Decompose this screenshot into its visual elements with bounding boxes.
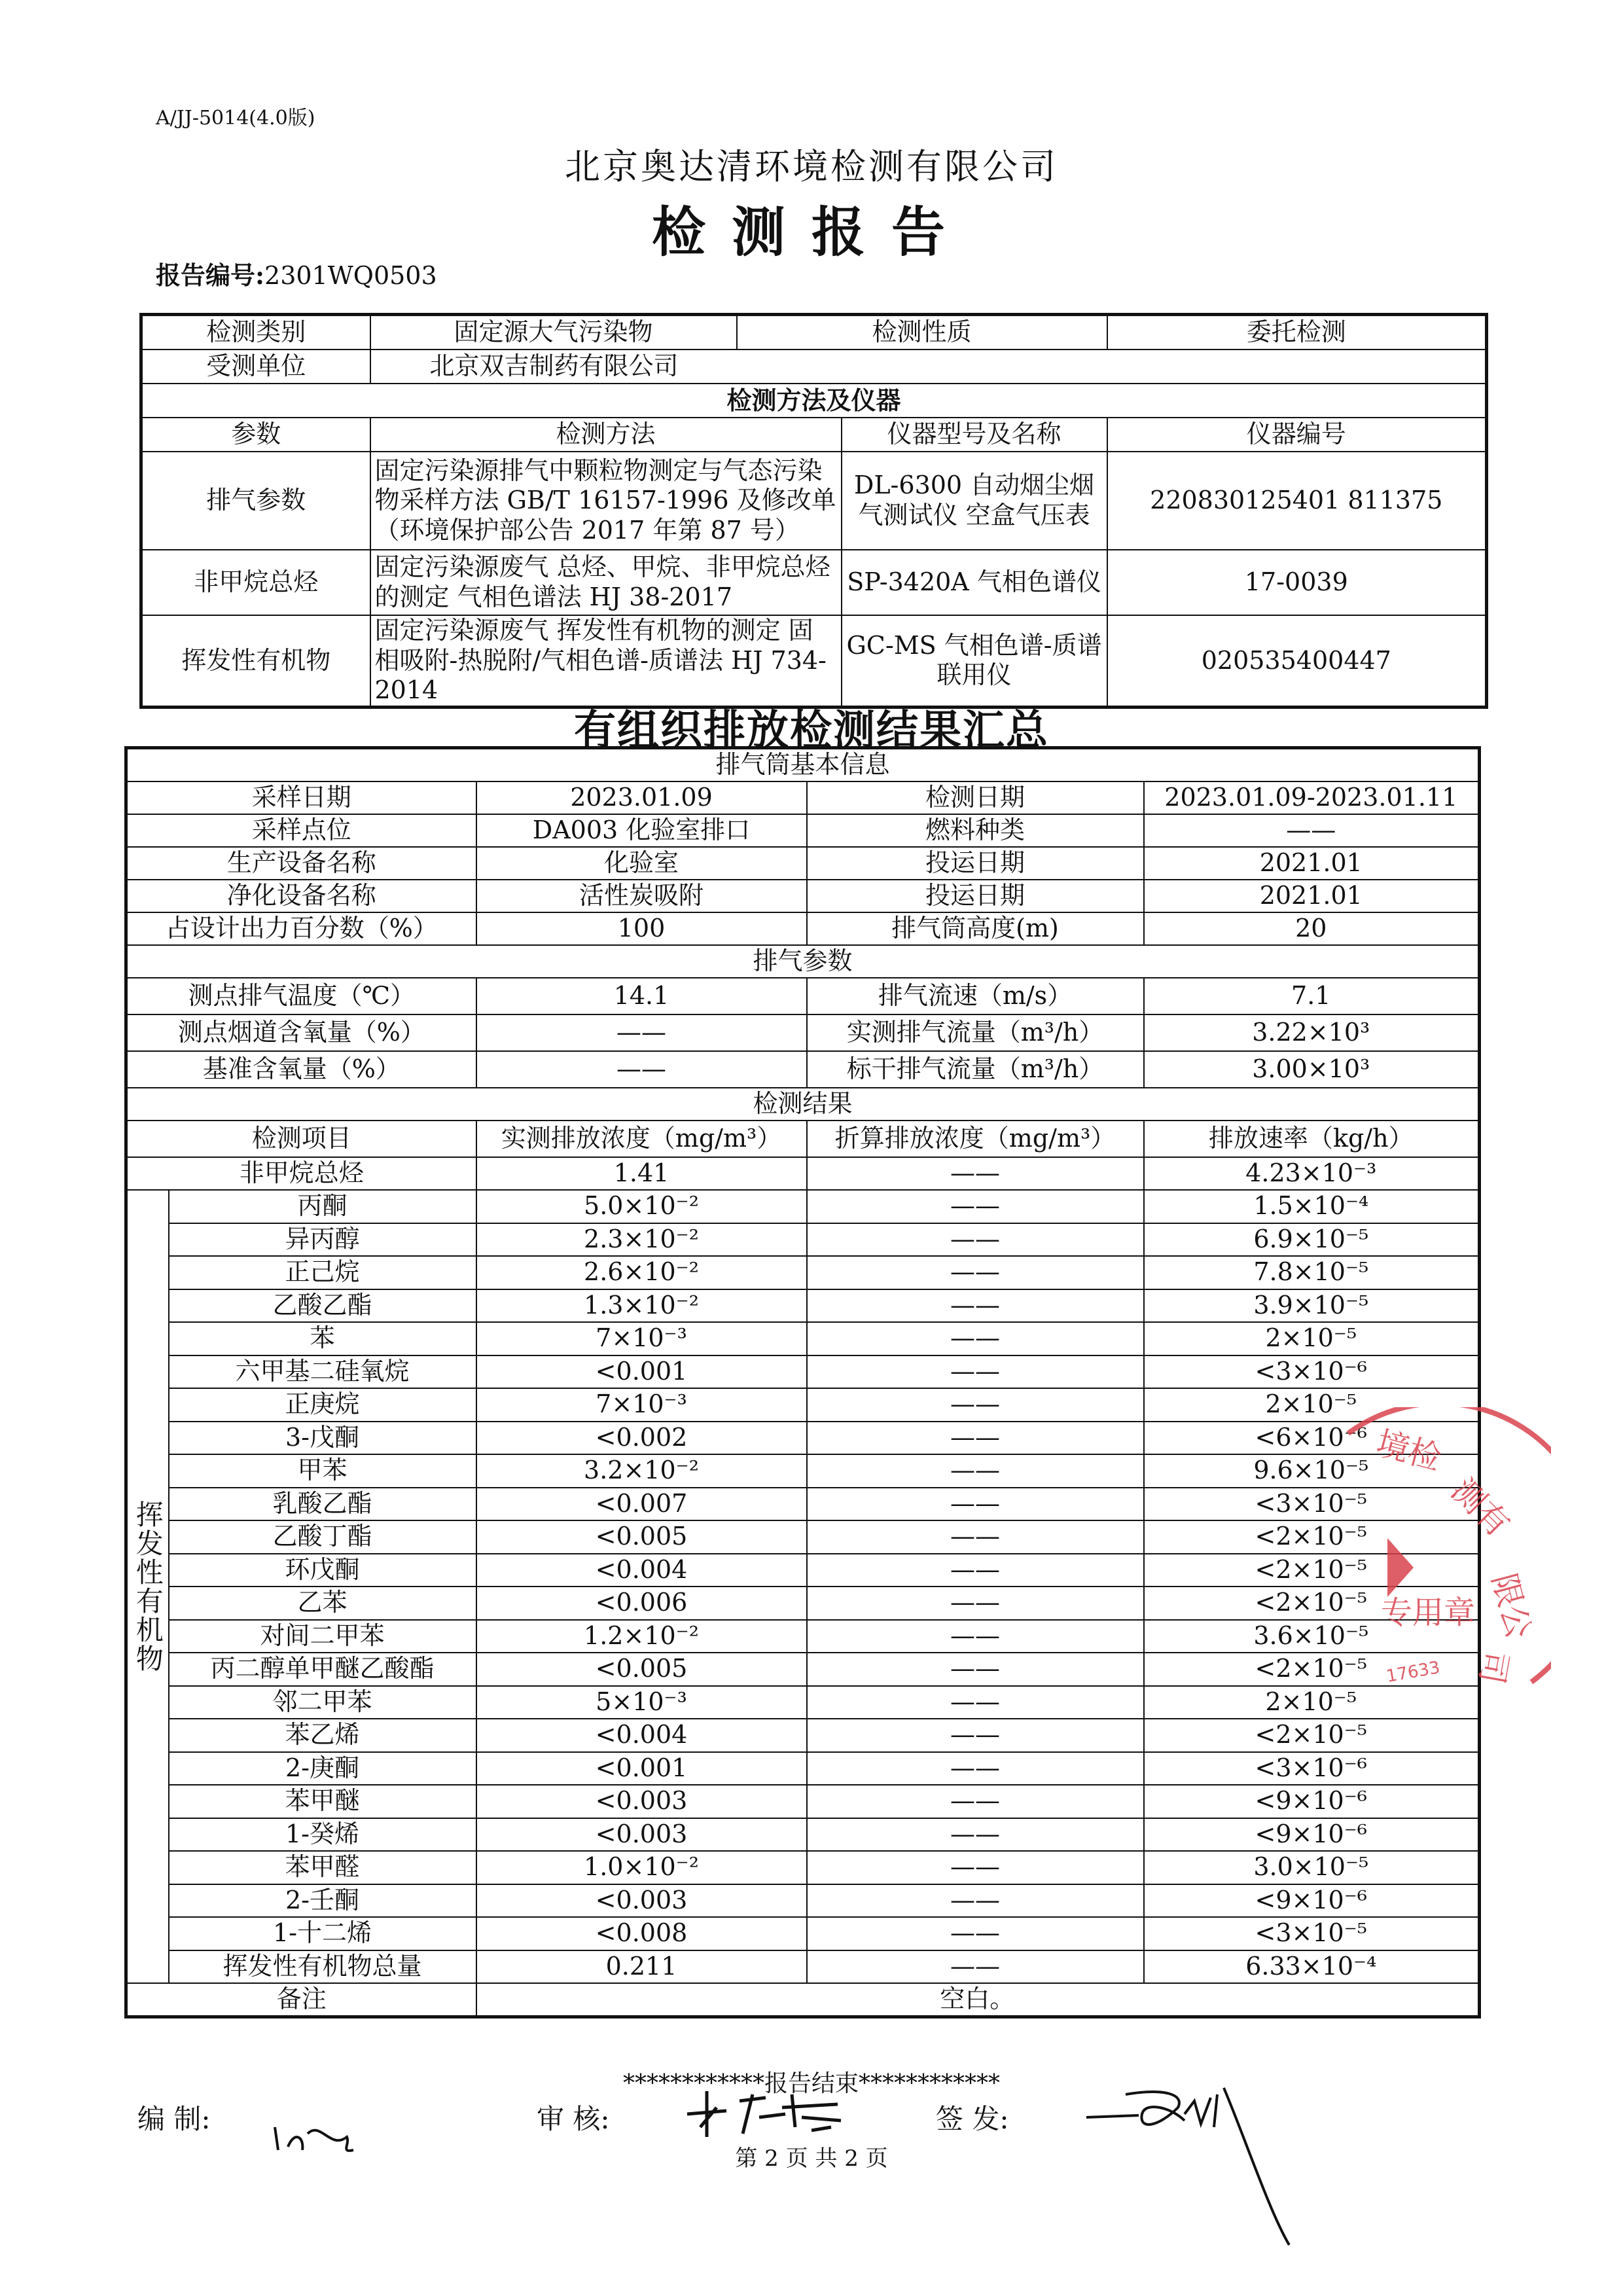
nature-label: 检测性质 xyxy=(737,315,1107,350)
voc-rate: 6.33×10⁻⁴ xyxy=(1144,1950,1480,1984)
purify-label: 净化设备名称 xyxy=(126,880,476,912)
voc-conc: <0.004 xyxy=(476,1554,807,1587)
purify-date-label: 投运日期 xyxy=(807,880,1144,912)
prepared-label: 编 制: xyxy=(137,2103,211,2135)
o2-label: 测点烟道含氧量（%） xyxy=(126,1014,476,1051)
nature-value: 委托检测 xyxy=(1107,315,1487,350)
voc-conv: —— xyxy=(807,1917,1144,1950)
col-method: 检测方法 xyxy=(370,418,842,452)
method-instrument-no: 220830125401 811375 xyxy=(1107,452,1487,550)
method-text: 固定污染源废气 挥发性有机物的测定 固相吸附-热脱附/气相色谱-质谱法 HJ 734-2014 xyxy=(370,615,842,707)
voc-item: 苯甲醚 xyxy=(169,1785,476,1818)
methods-title: 检测方法及仪器 xyxy=(141,384,1487,418)
results-section: 检测结果 xyxy=(126,1088,1480,1121)
voc-conc: <0.003 xyxy=(476,1884,807,1918)
std-flow: 3.00×10³ xyxy=(1144,1051,1480,1088)
voc-rate: <2×10⁻⁵ xyxy=(1144,1554,1480,1587)
voc-conv: —— xyxy=(807,1520,1144,1554)
seal-text xyxy=(1372,1424,1538,1687)
voc-conc: <0.002 xyxy=(476,1422,807,1455)
voc-conv: —— xyxy=(807,1785,1144,1818)
voc-item: 乳酸乙酯 xyxy=(169,1488,476,1521)
voc-conv: —— xyxy=(807,1322,1144,1355)
purify: 活性炭吸附 xyxy=(476,880,807,912)
voc-rate: 2×10⁻⁵ xyxy=(1144,1686,1480,1719)
voc-item: 1-十二烯 xyxy=(169,1917,476,1950)
voc-item: 苯甲醛 xyxy=(169,1851,476,1884)
equip-label: 生产设备名称 xyxy=(126,847,476,880)
voc-conc: 7×10⁻³ xyxy=(476,1388,807,1422)
height-label: 排气筒高度(m) xyxy=(807,912,1144,945)
load-label: 占设计出力百分数（%） xyxy=(126,912,476,945)
purify-date: 2021.01 xyxy=(1144,880,1480,912)
svg-text:限公: 限公 xyxy=(1484,1570,1539,1643)
client-label: 受测单位 xyxy=(141,350,370,384)
approved-label: 签 发: xyxy=(936,2103,1009,2135)
fuel-label: 燃料种类 xyxy=(807,814,1144,847)
voc-conc: 1.0×10⁻² xyxy=(476,1851,807,1884)
voc-conv: —— xyxy=(807,1422,1144,1455)
reviewed-signature xyxy=(681,2081,851,2140)
voc-item: 苯乙烯 xyxy=(169,1719,476,1752)
category-label: 检测类别 xyxy=(141,315,370,350)
col-conc: 实测排放浓度（mg/m³） xyxy=(476,1121,807,1157)
col-conv: 折算排放浓度（mg/m³） xyxy=(807,1121,1144,1157)
voc-conc: 2.3×10⁻² xyxy=(476,1223,807,1257)
category-value: 固定源大气污染物 xyxy=(370,315,737,350)
voc-conv: —— xyxy=(807,1818,1144,1852)
voc-conv: —— xyxy=(807,1752,1144,1785)
nmhc-conc: 1.41 xyxy=(476,1157,807,1190)
voc-conc: 2.6×10⁻² xyxy=(476,1256,807,1289)
voc-item: 2-庚酮 xyxy=(169,1752,476,1785)
voc-conc: 3.2×10⁻² xyxy=(476,1454,807,1488)
voc-conv: —— xyxy=(807,1719,1144,1752)
voc-item: 六甲基二硅氧烷 xyxy=(169,1355,476,1389)
svg-text:专用章: 专用章 xyxy=(1381,1594,1476,1631)
speed-label: 排气流速（m/s） xyxy=(807,978,1144,1014)
method-instrument: DL-6300 自动烟尘烟气测试仪 空盒气压表 xyxy=(842,452,1107,550)
voc-item: 丙二醇单甲醚乙酸酯 xyxy=(169,1653,476,1686)
test-date: 2023.01.09-2023.01.11 xyxy=(1144,781,1480,814)
nmhc-rate: 4.23×10⁻³ xyxy=(1144,1157,1480,1190)
std-flow-label: 标干排气流量（m³/h） xyxy=(807,1051,1144,1088)
voc-rate: <3×10⁻⁵ xyxy=(1144,1917,1480,1950)
fuel: —— xyxy=(1144,814,1480,847)
voc-item: 正己烷 xyxy=(169,1256,476,1289)
voc-conv: —— xyxy=(807,1950,1144,1984)
summary-title: 有组织排放检测结果汇总 xyxy=(574,706,1049,755)
voc-conv: —— xyxy=(807,1851,1144,1884)
voc-conc: 1.3×10⁻² xyxy=(476,1289,807,1323)
voc-conv: —— xyxy=(807,1554,1144,1587)
temp-label: 测点排气温度（℃） xyxy=(126,978,476,1014)
voc-item: 乙酸乙酯 xyxy=(169,1289,476,1323)
voc-rate: <6×10⁻⁶ xyxy=(1144,1422,1480,1455)
method-text: 固定污染源排气中颗粒物测定与气态污染物采样方法 GB/T 16157-1996 及修改单（环境保护部公告 2017 年第 87 号） xyxy=(370,452,842,550)
voc-rate: <2×10⁻⁵ xyxy=(1144,1719,1480,1752)
flow: 3.22×10³ xyxy=(1144,1014,1480,1051)
method-text: 固定污染源废气 总烃、甲烷、非甲烷总烃的测定 气相色谱法 HJ 38-2017 xyxy=(370,550,842,615)
voc-item: 乙苯 xyxy=(169,1587,476,1620)
method-param: 排气参数 xyxy=(141,452,370,550)
voc-item: 正庚烷 xyxy=(169,1388,476,1422)
sample-date-label: 采样日期 xyxy=(126,781,476,814)
height: 20 xyxy=(1144,912,1480,945)
voc-conc: <0.006 xyxy=(476,1587,807,1620)
col-rate: 排放速率（kg/h） xyxy=(1144,1121,1480,1157)
method-instrument-no: 020535400447 xyxy=(1107,615,1487,707)
voc-item: 1-癸烯 xyxy=(169,1818,476,1852)
flow-label: 实测排气流量（m³/h） xyxy=(807,1014,1144,1051)
col-instrument: 仪器型号及名称 xyxy=(842,418,1107,452)
voc-item: 挥发性有机物总量 xyxy=(169,1950,476,1984)
methods-table xyxy=(139,313,1488,709)
voc-rate: 1.5×10⁻⁴ xyxy=(1144,1190,1480,1223)
voc-item: 2-壬酮 xyxy=(169,1884,476,1918)
voc-conc: <0.005 xyxy=(476,1520,807,1554)
report-title: 检测报告 xyxy=(651,201,971,264)
voc-conv: —— xyxy=(807,1190,1144,1223)
voc-group-label: 挥发性有机物 xyxy=(126,1190,169,1983)
svg-text:境检: 境检 xyxy=(1372,1424,1446,1478)
col-item: 检测项目 xyxy=(126,1121,476,1157)
voc-conc: <0.007 xyxy=(476,1488,807,1521)
sample-date: 2023.01.09 xyxy=(476,781,807,814)
voc-item: 苯 xyxy=(169,1322,476,1355)
voc-conc: 5×10⁻³ xyxy=(476,1686,807,1719)
voc-rate: <3×10⁻⁶ xyxy=(1144,1752,1480,1785)
voc-rate: 3.9×10⁻⁵ xyxy=(1144,1289,1480,1323)
voc-conc: 0.211 xyxy=(476,1950,807,1984)
company-seal xyxy=(1335,1407,1551,1715)
o2: —— xyxy=(476,1014,807,1051)
seal-star-icon xyxy=(1387,1538,1414,1597)
results-table xyxy=(124,746,1481,2018)
voc-conv: —— xyxy=(807,1256,1144,1289)
nmhc-item: 非甲烷总烃 xyxy=(126,1157,476,1190)
method-instrument-no: 17-0039 xyxy=(1107,550,1487,615)
voc-item: 环戊酮 xyxy=(169,1554,476,1587)
test-date-label: 检测日期 xyxy=(807,781,1144,814)
voc-rate: <9×10⁻⁶ xyxy=(1144,1818,1480,1852)
voc-conv: —— xyxy=(807,1388,1144,1422)
exhaust-section: 排气参数 xyxy=(126,945,1480,978)
voc-item: 甲苯 xyxy=(169,1454,476,1488)
voc-rate: 9.6×10⁻⁵ xyxy=(1144,1454,1480,1488)
load: 100 xyxy=(476,912,807,945)
equip-date-label: 投运日期 xyxy=(807,847,1144,880)
voc-conv: —— xyxy=(807,1289,1144,1323)
report-end: ************报告结束************ xyxy=(622,2070,1000,2097)
voc-rate: <9×10⁻⁶ xyxy=(1144,1785,1480,1818)
voc-rate: <2×10⁻⁵ xyxy=(1144,1520,1480,1554)
remark: 空白。 xyxy=(476,1983,1480,2017)
svg-text:司: 司 xyxy=(1472,1647,1516,1687)
stack-section: 排气筒基本信息 xyxy=(126,748,1480,782)
voc-rate: 7.8×10⁻⁵ xyxy=(1144,1256,1480,1289)
voc-rate: 2×10⁻⁵ xyxy=(1144,1322,1480,1355)
form-code: A/JJ-5014(4.0版) xyxy=(156,107,315,130)
reviewed-label: 审 核: xyxy=(537,2103,610,2135)
company-name: 北京奥达清环境检测有限公司 xyxy=(565,146,1058,187)
voc-conc: <0.005 xyxy=(476,1653,807,1686)
voc-conv: —— xyxy=(807,1355,1144,1389)
svg-text:17633: 17633 xyxy=(1385,1657,1442,1687)
voc-conv: —— xyxy=(807,1223,1144,1257)
voc-conc: <0.003 xyxy=(476,1818,807,1852)
col-param: 参数 xyxy=(141,418,370,452)
method-instrument: SP-3420A 气相色谱仪 xyxy=(842,550,1107,615)
voc-rate: <9×10⁻⁶ xyxy=(1144,1884,1480,1918)
nmhc-conv: —— xyxy=(807,1157,1144,1190)
voc-conc: <0.003 xyxy=(476,1785,807,1818)
voc-conv: —— xyxy=(807,1653,1144,1686)
voc-conv: —— xyxy=(807,1454,1144,1488)
speed: 7.1 xyxy=(1144,978,1480,1014)
equip: 化验室 xyxy=(476,847,807,880)
voc-rate: 2×10⁻⁵ xyxy=(1144,1388,1480,1422)
voc-conv: —— xyxy=(807,1686,1144,1719)
voc-conc: 7×10⁻³ xyxy=(476,1322,807,1355)
page-number: 第 2 页 共 2 页 xyxy=(735,2145,888,2172)
voc-conc: 1.2×10⁻² xyxy=(476,1620,807,1653)
voc-item: 3-戊酮 xyxy=(169,1422,476,1455)
voc-conc: <0.008 xyxy=(476,1917,807,1950)
voc-item: 对间二甲苯 xyxy=(169,1620,476,1653)
method-param: 非甲烷总烃 xyxy=(141,550,370,615)
point-label: 采样点位 xyxy=(126,814,476,847)
voc-conc: <0.001 xyxy=(476,1752,807,1785)
voc-conv: —— xyxy=(807,1884,1144,1918)
client-value: 北京双吉制药有限公司 xyxy=(370,350,1487,384)
base-o2-label: 基准含氧量（%） xyxy=(126,1051,476,1088)
voc-item: 邻二甲苯 xyxy=(169,1686,476,1719)
voc-conv: —— xyxy=(807,1620,1144,1653)
voc-rate: 3.0×10⁻⁵ xyxy=(1144,1851,1480,1884)
voc-conc: 5.0×10⁻² xyxy=(476,1190,807,1223)
voc-rate: 6.9×10⁻⁵ xyxy=(1144,1223,1480,1257)
voc-item: 丙酮 xyxy=(169,1190,476,1223)
point: DA003 化验室排口 xyxy=(476,814,807,847)
report-number xyxy=(156,255,437,291)
voc-conv: —— xyxy=(807,1488,1144,1521)
voc-rate: <3×10⁻⁵ xyxy=(1144,1488,1480,1521)
equip-date: 2021.01 xyxy=(1144,847,1480,880)
voc-rate: 3.6×10⁻⁵ xyxy=(1144,1620,1480,1653)
voc-rate: <2×10⁻⁵ xyxy=(1144,1653,1480,1686)
voc-conc: <0.001 xyxy=(476,1355,807,1389)
voc-item: 异丙醇 xyxy=(169,1223,476,1257)
voc-item: 乙酸丁酯 xyxy=(169,1520,476,1554)
remark-label: 备注 xyxy=(126,1983,476,2017)
method-param: 挥发性有机物 xyxy=(141,615,370,707)
report-number-label: 报告编号: xyxy=(156,260,265,290)
col-instrument-no: 仪器编号 xyxy=(1107,418,1487,452)
method-instrument: GC-MS 气相色谱-质谱联用仪 xyxy=(842,615,1107,707)
voc-conv: —— xyxy=(807,1587,1144,1620)
temp: 14.1 xyxy=(476,978,807,1014)
voc-rate: <2×10⁻⁵ xyxy=(1144,1587,1480,1620)
voc-rate: <3×10⁻⁶ xyxy=(1144,1355,1480,1389)
base-o2: —— xyxy=(476,1051,807,1088)
voc-conc: <0.004 xyxy=(476,1719,807,1752)
svg-text:测有: 测有 xyxy=(1444,1471,1518,1545)
report-number-value: 2301WQ0503 xyxy=(264,261,437,290)
